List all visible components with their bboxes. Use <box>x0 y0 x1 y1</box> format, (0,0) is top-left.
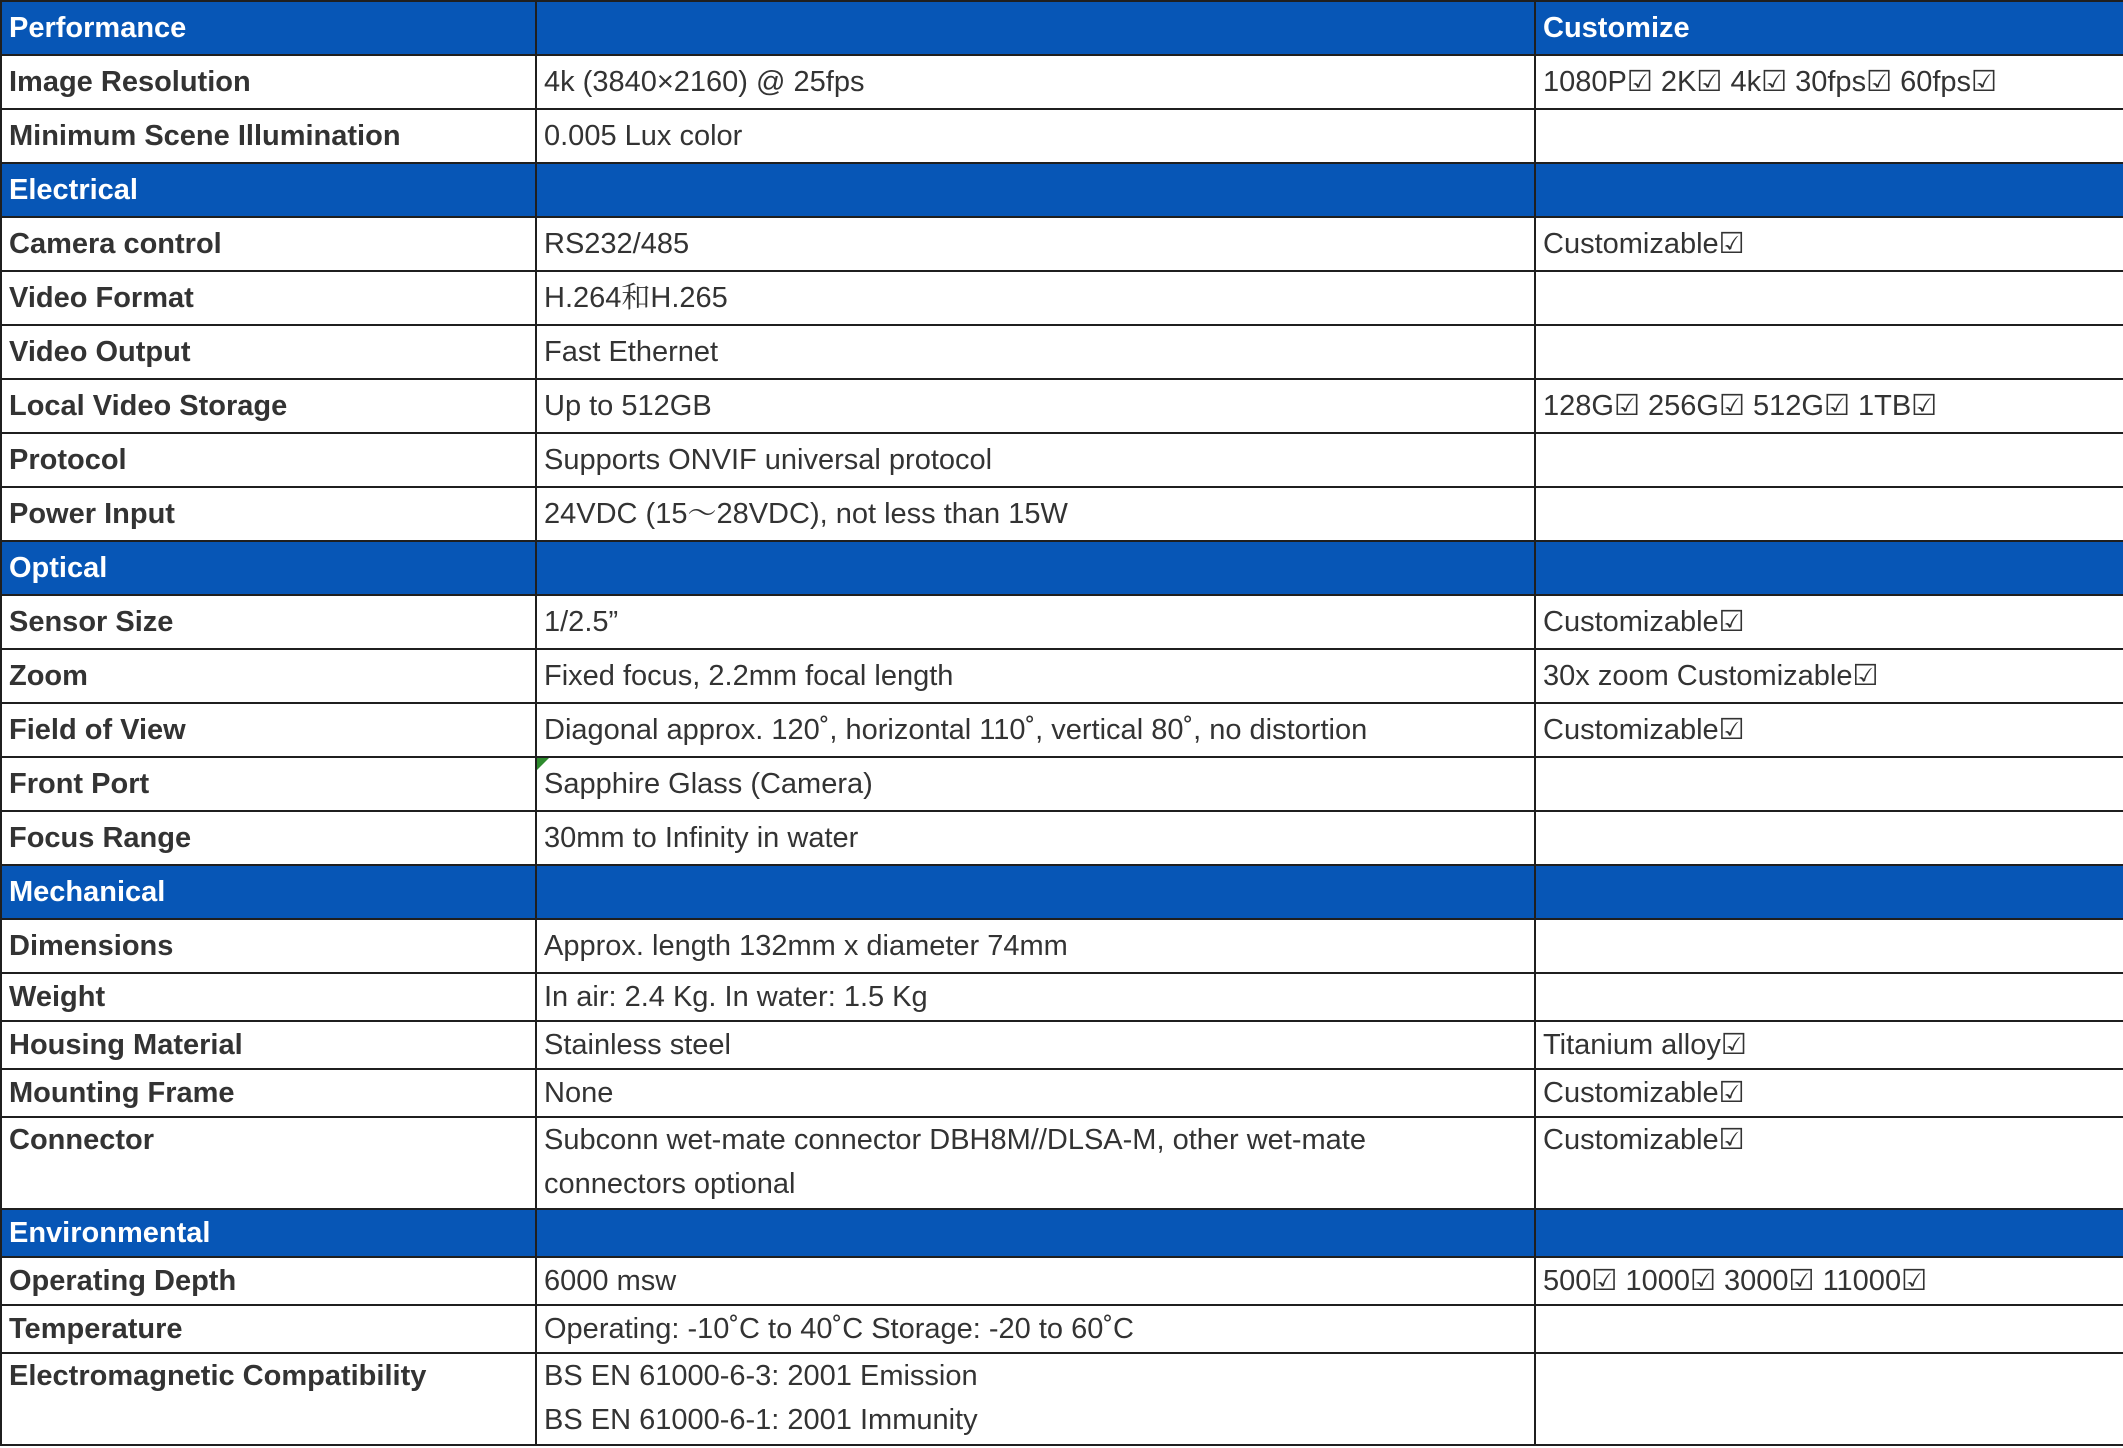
row-value: 4k (3840×2160) @ 25fps <box>536 55 1535 109</box>
row-value: In air: 2.4 Kg. In water: 1.5 Kg <box>536 973 1535 1021</box>
row-customize <box>1535 271 2123 325</box>
table-row-power-input <box>1 487 2123 541</box>
section-row-environmental <box>1 1209 2123 1257</box>
row-label: Video Output <box>1 325 536 379</box>
section-empty-cell <box>1535 163 2123 217</box>
row-customize: 500☑ 1000☑ 3000☑ 11000☑ <box>1535 1257 2123 1305</box>
row-customize <box>1535 757 2123 811</box>
row-label: Protocol <box>1 433 536 487</box>
row-label: Housing Material <box>1 1021 536 1069</box>
row-label: Camera control <box>1 217 536 271</box>
table-row-zoom <box>1 649 2123 703</box>
row-customize <box>1535 433 2123 487</box>
table-row-emc <box>1 1353 2123 1445</box>
table-row-connector <box>1 1117 2123 1209</box>
row-customize: Customizable☑ <box>1535 1117 2123 1209</box>
row-label: Zoom <box>1 649 536 703</box>
section-empty-cell <box>536 541 1535 595</box>
section-title-customize: Customize <box>1535 1 2123 55</box>
table-row-camera-control <box>1 217 2123 271</box>
section-empty-cell <box>536 163 1535 217</box>
row-label: Video Format <box>1 271 536 325</box>
table-row-field-of-view <box>1 703 2123 757</box>
row-label: Operating Depth <box>1 1257 536 1305</box>
row-label: Temperature <box>1 1305 536 1353</box>
section-title-electrical: Electrical <box>1 163 536 217</box>
row-value-line: Subconn wet-mate connector DBH8M//DLSA-M, other wet-mate <box>544 1124 1366 1156</box>
section-row-electrical <box>1 163 2123 217</box>
row-value: Fast Ethernet <box>536 325 1535 379</box>
row-value: Up to 512GB <box>536 379 1535 433</box>
row-customize <box>1535 325 2123 379</box>
row-value <box>536 1117 1535 1209</box>
row-label: Front Port <box>1 757 536 811</box>
table-row-video-format <box>1 271 2123 325</box>
row-label: Image Resolution <box>1 55 536 109</box>
section-row-optical <box>1 541 2123 595</box>
table-row-protocol <box>1 433 2123 487</box>
row-label: Power Input <box>1 487 536 541</box>
row-customize: Customizable☑ <box>1535 217 2123 271</box>
row-label: Mounting Frame <box>1 1069 536 1117</box>
row-customize: Customizable☑ <box>1535 1069 2123 1117</box>
table-row-front-port <box>1 757 2123 811</box>
row-label: Connector <box>1 1117 536 1209</box>
section-empty-cell <box>1535 1209 2123 1257</box>
table-row-local-storage <box>1 379 2123 433</box>
table-row-operating-depth <box>1 1257 2123 1305</box>
row-customize: 30x zoom Customizable☑ <box>1535 649 2123 703</box>
row-label: Minimum Scene Illumination <box>1 109 536 163</box>
section-empty-cell <box>1535 541 2123 595</box>
section-title-mechanical: Mechanical <box>1 865 536 919</box>
row-label: Dimensions <box>1 919 536 973</box>
row-value-line: connectors optional <box>544 1168 796 1200</box>
section-empty-cell <box>536 865 1535 919</box>
row-customize: Customizable☑ <box>1535 703 2123 757</box>
row-value: None <box>536 1069 1535 1117</box>
row-value-line: BS EN 61000-6-3: 2001 Emission <box>544 1360 978 1392</box>
row-customize <box>1535 1353 2123 1445</box>
row-label: Sensor Size <box>1 595 536 649</box>
table-row-min-illumination <box>1 109 2123 163</box>
row-value: Approx. length 132mm x diameter 74mm <box>536 919 1535 973</box>
row-value: 1/2.5” <box>536 595 1535 649</box>
row-value: Sapphire Glass (Camera) <box>536 757 1535 811</box>
row-value: 24VDC (15～28VDC), not less than 15W <box>536 487 1535 541</box>
row-value: 30mm to Infinity in water <box>536 811 1535 865</box>
section-title-environmental: Environmental <box>1 1209 536 1257</box>
row-value: Operating: -10˚C to 40˚C Storage: -20 to 60˚C <box>536 1305 1535 1353</box>
section-empty-cell <box>536 1 1535 55</box>
row-value <box>536 1353 1535 1445</box>
table-row-mounting-frame <box>1 1069 2123 1117</box>
section-row-mechanical <box>1 865 2123 919</box>
row-value-line: BS EN 61000-6-1: 2001 Immunity <box>544 1404 978 1436</box>
row-customize: Customizable☑ <box>1535 595 2123 649</box>
row-value: Supports ONVIF universal protocol <box>536 433 1535 487</box>
row-value: Fixed focus, 2.2mm focal length <box>536 649 1535 703</box>
table-row-dimensions <box>1 919 2123 973</box>
row-customize <box>1535 1305 2123 1353</box>
table-row-image-resolution <box>1 55 2123 109</box>
row-value: H.264和H.265 <box>536 271 1535 325</box>
row-value: 6000 msw <box>536 1257 1535 1305</box>
table-row-video-output <box>1 325 2123 379</box>
row-customize <box>1535 919 2123 973</box>
row-customize <box>1535 109 2123 163</box>
row-customize <box>1535 487 2123 541</box>
row-customize <box>1535 973 2123 1021</box>
row-label: Weight <box>1 973 536 1021</box>
section-title-optical: Optical <box>1 541 536 595</box>
row-label: Local Video Storage <box>1 379 536 433</box>
section-row-performance <box>1 1 2123 55</box>
row-label: Focus Range <box>1 811 536 865</box>
table-row-housing-material <box>1 1021 2123 1069</box>
table-row-focus-range <box>1 811 2123 865</box>
row-customize <box>1535 811 2123 865</box>
row-value: Diagonal approx. 120˚, horizontal 110˚, vertical 80˚, no distortion <box>536 703 1535 757</box>
row-customize: 128G☑ 256G☑ 512G☑ 1TB☑ <box>1535 379 2123 433</box>
row-customize: 1080P☑ 2K☑ 4k☑ 30fps☑ 60fps☑ <box>1535 55 2123 109</box>
table-row-weight <box>1 973 2123 1021</box>
row-value: Stainless steel <box>536 1021 1535 1069</box>
table-row-temperature <box>1 1305 2123 1353</box>
row-customize: Titanium alloy☑ <box>1535 1021 2123 1069</box>
row-value: RS232/485 <box>536 217 1535 271</box>
section-empty-cell <box>1535 865 2123 919</box>
row-label: Field of View <box>1 703 536 757</box>
section-empty-cell <box>536 1209 1535 1257</box>
row-label: Electromagnetic Compatibility <box>1 1353 536 1445</box>
section-title-performance: Performance <box>1 1 536 55</box>
row-value: 0.005 Lux color <box>536 109 1535 163</box>
table-row-sensor-size <box>1 595 2123 649</box>
